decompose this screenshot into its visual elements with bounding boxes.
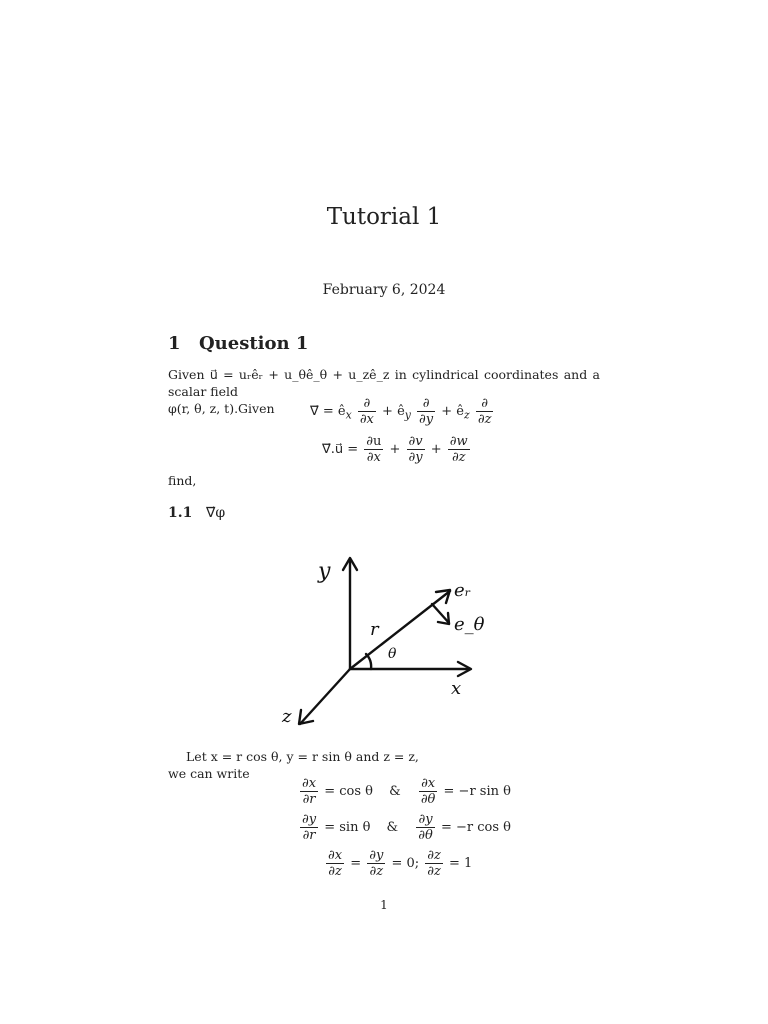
unit-vector-x: ê [337, 404, 346, 419]
fraction-dx-dtheta [419, 776, 438, 807]
deriv-value: = −r sin θ [443, 784, 511, 799]
frac-num: ∂ [358, 396, 376, 412]
frac-den: ∂z [427, 864, 441, 879]
ampersand: & [386, 820, 399, 835]
fraction-dy-dr [300, 812, 318, 843]
frac-den: ∂y [408, 450, 423, 465]
frac-den: ∂z [328, 864, 342, 879]
equals-sign: = [350, 856, 362, 871]
nabla-equation [310, 396, 495, 427]
figure-background [268, 544, 502, 730]
frac-den: ∂z [451, 450, 466, 465]
frac-num: ∂w [449, 434, 468, 449]
frac-den: ∂z [369, 864, 384, 879]
frac-num: ∂z [427, 848, 441, 863]
fraction-dx-dr [300, 776, 318, 807]
unit-vector-z-sub: z [464, 408, 470, 422]
frac-num: ∂x [419, 776, 438, 792]
deriv-value: = −r cos θ [440, 820, 511, 835]
deriv-row-z [324, 848, 472, 879]
unit-vector-x-sub: x [345, 408, 352, 422]
plus-sign: + [430, 442, 442, 457]
frac-num: ∂u [366, 434, 382, 449]
subsection-title: ∇⃗φ [206, 505, 226, 521]
plus-sign: + [441, 404, 453, 419]
frac-den: ∂x [366, 450, 381, 465]
unit-vector-z: ê [456, 404, 464, 419]
frac-num: ∂ [417, 396, 435, 412]
fraction-dy-dtheta [416, 812, 435, 843]
fraction-dx-dz [326, 848, 344, 879]
cylindrical-coordinates-figure [268, 544, 502, 730]
e-r-label: eᵣ [454, 580, 471, 601]
fraction-dz-dz [425, 848, 443, 879]
unit-vector-y: ê [397, 404, 405, 419]
frac-den: ∂θ [420, 792, 436, 807]
frac-num: ∂y [302, 812, 317, 827]
ampersand: & [389, 784, 401, 799]
section-heading [168, 333, 308, 354]
frac-num: ∂x [302, 776, 317, 791]
frac-num: ∂y [416, 812, 435, 828]
x-axis-label: x [451, 678, 462, 699]
nabla-lhs: ∇⃗ = [310, 404, 338, 419]
frac-num: ∂v [408, 434, 423, 449]
subsection-heading [168, 505, 225, 521]
y-axis-label: y [318, 559, 331, 584]
e-theta-label: e_θ [454, 614, 485, 635]
intro-line-2: φ(r, θ, z, t).Given [168, 401, 275, 416]
divergence-lhs: ∇⃗.u⃗ = [322, 442, 363, 457]
frac-num: ∂y [369, 848, 384, 863]
fraction-du-dx [364, 434, 383, 465]
frac-den: ∂r [302, 828, 316, 843]
frac-den: ∂z [477, 412, 492, 427]
theta-label: θ [388, 646, 397, 662]
subsection-number: 1.1 [168, 505, 193, 521]
page-number: 1 [380, 898, 388, 912]
deriv-value: = sin θ [324, 820, 371, 835]
write-text: we can write [168, 766, 250, 781]
plus-sign: + [389, 442, 401, 457]
fraction-dw-dz [448, 434, 470, 465]
frac-num: ∂ [476, 396, 494, 412]
deriv-row-y [298, 812, 511, 843]
unit-vector-y-sub: y [404, 408, 411, 422]
find-text: find, [168, 473, 197, 488]
z-axis-label: z [282, 706, 292, 727]
document-title: Tutorial 1 [326, 204, 442, 230]
fraction-d-dx [358, 396, 376, 427]
divergence-equation [322, 434, 472, 465]
fraction-dv-dy [407, 434, 425, 465]
plus-sign: + [382, 404, 393, 419]
frac-den: ∂θ [418, 828, 433, 843]
fraction-d-dy [417, 396, 435, 427]
deriv-value: = cos θ [324, 784, 373, 799]
intro-line-1: Given u⃗ = uᵣêᵣ + u_θê_θ + u_zê_z in cylindrical coordinates and a scalar field [168, 367, 600, 399]
frac-den: ∂r [302, 792, 316, 807]
frac-den: ∂x [359, 412, 374, 427]
fraction-d-dz [476, 396, 494, 427]
let-text: Let x = r cos θ, y = r sin θ and z = z, [186, 749, 419, 764]
section-number: 1 [168, 333, 181, 354]
frac-den: ∂y [419, 412, 434, 427]
deriv-value: = 1 [449, 856, 473, 871]
document-date: February 6, 2024 [322, 282, 446, 298]
deriv-value: = 0; [391, 856, 420, 871]
r-label: r [370, 619, 379, 640]
section-title: Question 1 [199, 333, 309, 354]
fraction-dy-dz [367, 848, 385, 879]
deriv-row-x [298, 776, 511, 807]
frac-num: ∂x [328, 848, 343, 863]
